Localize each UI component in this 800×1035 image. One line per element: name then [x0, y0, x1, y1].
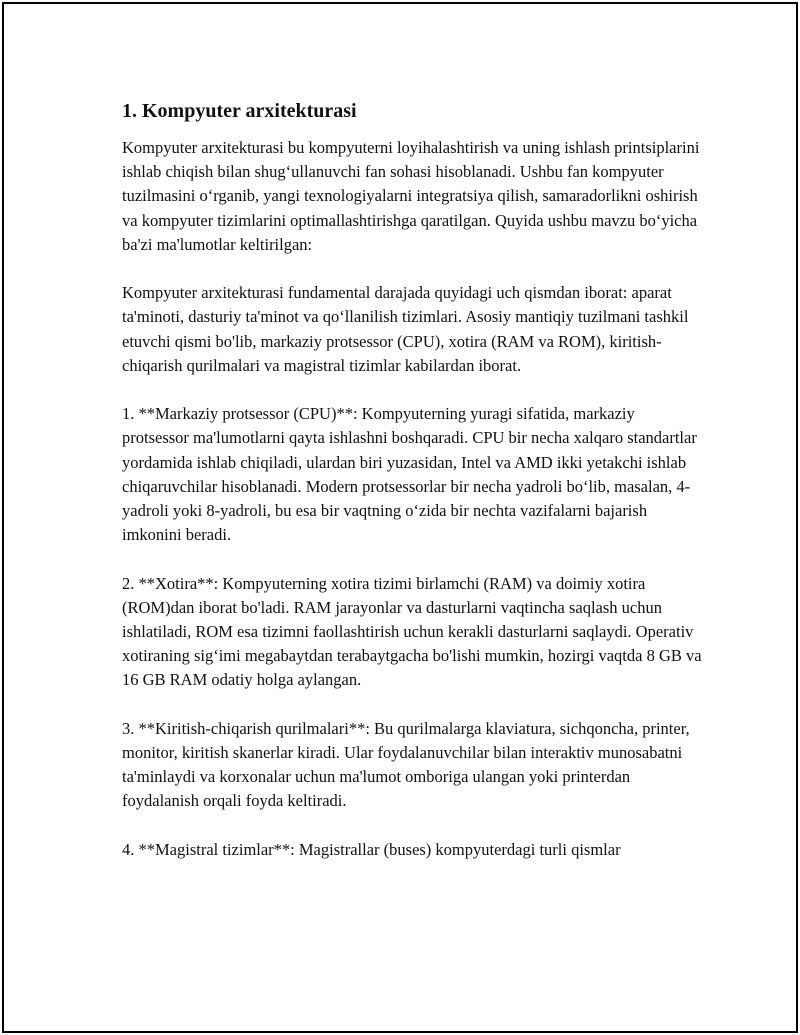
section-heading: 1. Kompyuter arxitekturasi: [122, 100, 357, 122]
paragraph-io-devices: 3. **Kiritish-chiqarish qurilmalari**: Bu qurilmalarga klaviatura, sichqoncha, printer, monitor, kiritish skanerlar kiradi. Ular foydalanuvchilar bilan interaktiv munosabatni ta'minlaydi va korxonalar uchun ma'lumot omboriga ulangan yoki printerdan foydalanish orqali foyda keltiradi.: [122, 718, 690, 811]
paragraph-cpu: 1. **Markaziy protsessor (CPU)**: Kompyuterning yuragi sifatida, markaziy protsessor ma'lumotlarni qayta ishlashni boshqaradi. CPU bir necha xalqaro standartlar yordamida ishlab chiqiladi, ulardan biri yuzasidan, Intel va AMD ikki yetakchi ishlab chiqaruvchilar hisoblanadi. Modern protsessorlar bir necha yadroli bo‘lib, masalan, 4-yadroli yoki 8-yadroli, bu esa bir vaqtning o‘zida bir nechta vazifalarni bajarish imkonini beradi.: [122, 404, 697, 545]
paragraph-buses: 4. **Magistral tizimlar**: Magistrallar (buses) kompyuterdagi turli qismlar: [122, 839, 621, 859]
page-frame: [2, 2, 798, 1033]
paragraph-components: Kompyuter arxitekturasi fundamental darajada quyidagi uch qismdan iborat: aparat ta'minoti, dasturiy ta'minot va qo‘llanilish tizimlari. Asosiy mantiqiy tuzilmani tashkil etuvchi qismi bo'lib, markaziy protsessor (CPU), xotira (RAM va ROM), kiritish-chiqarish qurilmalari va magistral tizimlar kabilardan iborat.: [122, 283, 689, 375]
document-body: [122, 98, 702, 886]
paragraph-intro: Kompyuter arxitekturasi bu kompyuterni loyihalashtirish va uning ishlash printsiplarini ishlab chiqish bilan shug‘ullanuvchi fan sohasi hisoblanadi. Ushbu fan kompyuter tuzilmasini o‘rganib, yangi texnologiyalarni integratsiya qilish, samaradorlikni oshirish va kompyuter tizimlarini optimallashtirishga qaratilgan. Quyida ushbu mavzu bo‘yicha ba'zi ma'lumotlar keltirilgan:: [122, 138, 700, 254]
paragraph-memory: 2. **Xotira**: Kompyuterning xotira tizimi birlamchi (RAM) va doimiy xotira (ROM)dan iborat bo'ladi. RAM jarayonlar va dasturlarni vaqtincha saqlash uchun ishlatiladi, ROM esa tizimni faollashtirish uchun kerakli dasturlarni saqlaydi. Operativ xotiraning sig‘imi megabaytdan terabaytgacha bo'lishi mumkin, hozirgi vaqtda 8 GB va 16 GB RAM odatiy holga aylangan.: [122, 573, 702, 690]
